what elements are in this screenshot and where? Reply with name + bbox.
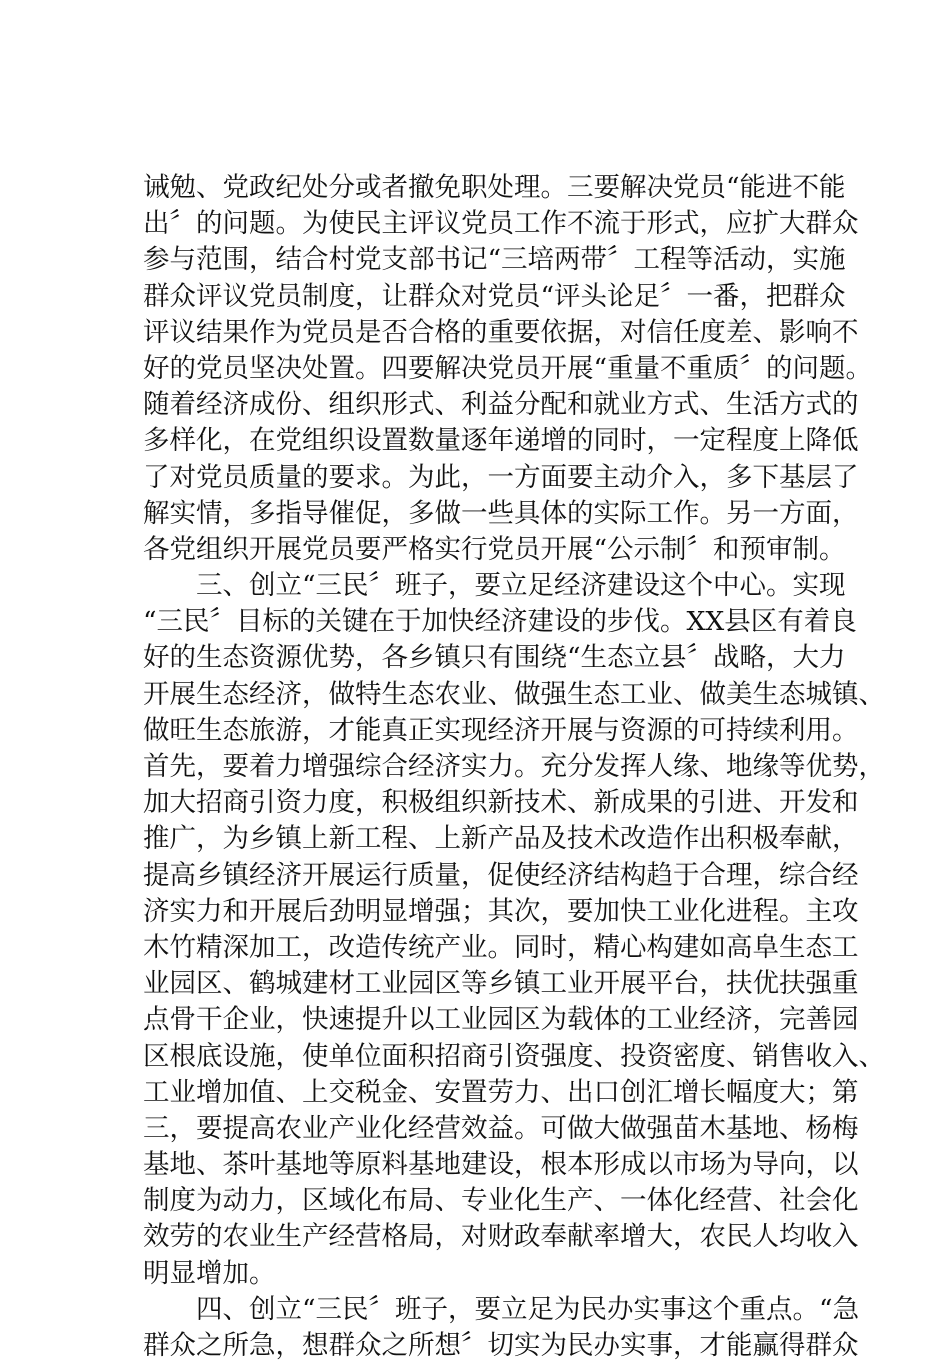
text-line: 随着经济成份、组织形式、利益分配和就业方式、生活方式的	[143, 389, 859, 421]
text-line: 推广，为乡镇上新工程、上新产品及技术改造作出积极奉献，	[143, 823, 859, 855]
text-line: 参与范围，结合村党支部书记“三培两带〞工程等活动，实施	[143, 244, 846, 276]
paragraph-start-line: 四、创立“三民〞班子，要立足为民办实事这个重点。“急	[196, 1293, 860, 1325]
text-line: 业园区、鹤城建材工业园区等乡镇工业开展平台，扶优扶强重	[143, 968, 859, 1000]
text-line: 加大招商引资力度，积极组织新技术、新成果的引进、开发和	[143, 787, 859, 819]
text-line: 多样化，在党组织设置数量逐年递增的同时，一定程度上降低	[143, 425, 859, 457]
text-line: 了对党员质量的要求。为此，一方面要主动介入，多下基层了	[143, 461, 859, 493]
text-line: 评议结果作为党员是否合格的重要依据，对信任度差、影响不	[143, 316, 859, 348]
text-line: 首先，要着力增强综合经济实力。充分发挥人缘、地缘等优势，	[143, 751, 885, 782]
text-line: 好的党员坚决处置。四要解决党员开展“重量不重质〞的问题。	[143, 352, 873, 384]
text-line: 木竹精深加工，改造传统产业。同时，精心构建如高阜生态工	[143, 931, 859, 963]
text-line: 出〞的问题。为使民主评议党员工作不流于形式，应扩大群众	[143, 208, 859, 240]
text-line: 三，要提高农业产业化经营效益。可做大做强苗木基地、杨梅	[143, 1112, 859, 1144]
text-line: “三民〞目标的关键在于加快经济建设的步伐。XX县区有着良	[143, 606, 857, 638]
text-line: 群众之所急，想群众之所想〞切实为民办实事，才能赢得群众	[143, 1330, 859, 1361]
text-line: 好的生态资源优势，各乡镇只有围绕“生态立县〞战略，大力	[143, 642, 846, 674]
text-line: 区根底设施，使单位面积招商引资强度、投资密度、销售收入、	[143, 1040, 885, 1072]
paragraph-start-line: 三、创立“三民〞班子，要立足经济建设这个中心。实现	[196, 570, 846, 602]
text-line: 制度为动力，区域化布局、专业化生产、一体化经营、社会化	[143, 1185, 859, 1217]
text-line: 诫勉、党政纪处分或者撤免职处理。三要解决党员“能进不能	[143, 172, 846, 203]
text-line: 开展生态经济，做特生态农业、做强生态工业、做美生态城镇、	[143, 678, 885, 710]
text-line: 点骨干企业，快速提升以工业园区为载体的工业经济，完善园	[143, 1004, 859, 1036]
text-line: 各党组织开展党员要严格实行党员开展“公示制〞和预审制。	[143, 533, 846, 565]
text-line: 提高乡镇经济开展运行质量，促使经济结构趋于合理，综合经	[143, 859, 859, 891]
text-line: 明显增加。	[143, 1257, 276, 1289]
text-line: 做旺生态旅游，才能真正实现经济开展与资源的可持续利用。	[143, 714, 859, 746]
document-body	[143, 170, 885, 1364]
text-line: 解实情，多指导催促，多做一些具体的实际工作。另一方面，	[143, 497, 859, 529]
text-line: 基地、茶叶基地等原料基地建设，根本形成以市场为导向，以	[143, 1149, 859, 1181]
text-line: 群众评议党员制度，让群众对党员“评头论足〞一番，把群众	[143, 280, 846, 312]
text-line: 工业增加值、上交税金、安置劳力、出口创汇增长幅度大；第	[143, 1076, 859, 1108]
text-line: 济实力和开展后劲明显增强；其次，要加快工业化进程。主攻	[143, 895, 859, 927]
text-line: 效劳的农业生产经营格局，对财政奉献率增大，农民人均收入	[143, 1221, 859, 1253]
